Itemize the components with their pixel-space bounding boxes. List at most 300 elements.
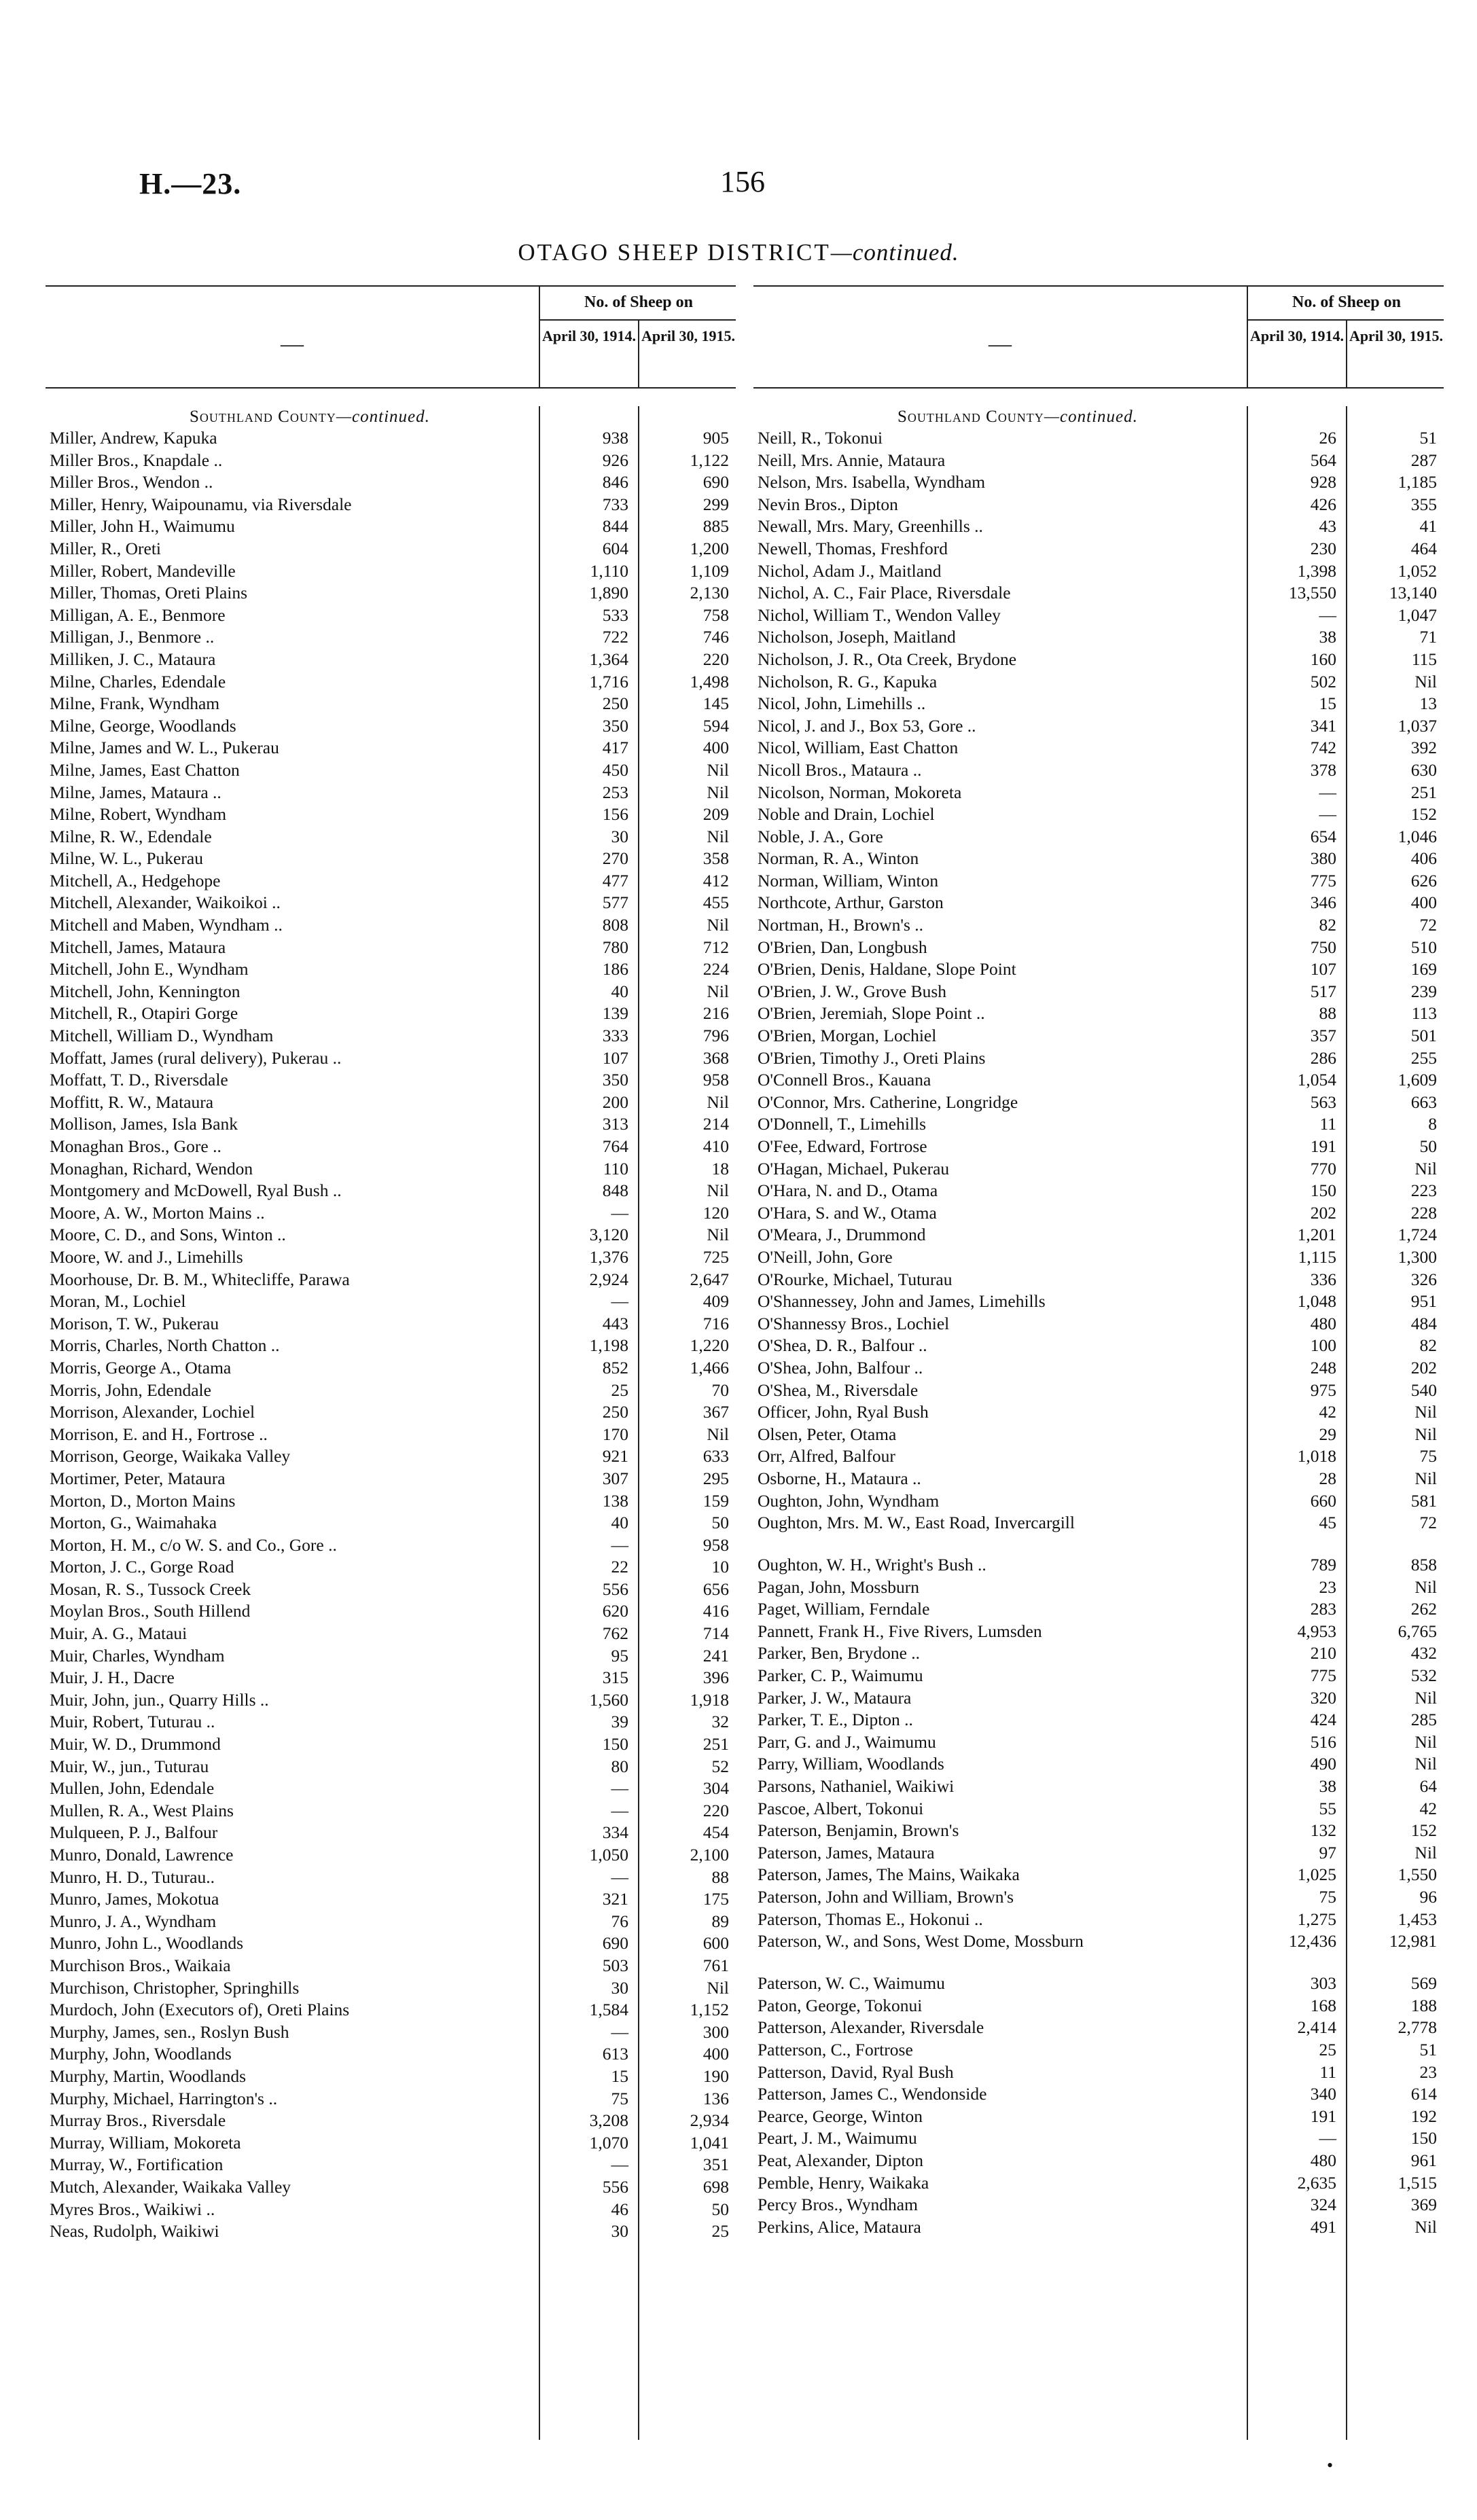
sheep-1915: 714 (702, 1623, 729, 1644)
sheep-1914: 1,716 (589, 671, 628, 691)
table-row (46, 2199, 736, 2221)
owner-name: Murphy, John, Woodlands (50, 2044, 232, 2064)
sheep-1915: Nil (707, 1424, 729, 1444)
owner-name: O'Connell Bros., Kauana (758, 1070, 931, 1090)
sheep-1915: 484 (1410, 1313, 1437, 1333)
table-row (753, 2083, 1444, 2106)
table-row (46, 1667, 736, 1689)
sheep-1915: 1,609 (1398, 1070, 1437, 1090)
table-row (753, 2216, 1444, 2239)
sheep-1914: 844 (602, 516, 628, 537)
sheep-1914: 15 (1319, 694, 1336, 714)
owner-name: Neas, Rudolph, Waikiwi (50, 2221, 219, 2242)
owner-name: Percy Bros., Wyndham (758, 2195, 918, 2215)
sheep-1915: 300 (702, 2021, 729, 2042)
sheep-1914: 334 (602, 1822, 628, 1843)
owner-name: Moore, C. D., and Sons, Winton .. (50, 1225, 286, 1245)
sheep-1914: 11 (1319, 2062, 1336, 2082)
owner-name: O'Hara, N. and D., Otama (758, 1181, 938, 1201)
right-rows (753, 406, 1444, 2238)
owner-name: Moore, W. and J., Limehills (50, 1246, 243, 1267)
table-row (46, 937, 736, 959)
sheep-1915: 239 (1410, 981, 1437, 1001)
sheep-1915: 220 (702, 1800, 729, 1820)
sheep-1914: — (611, 1291, 628, 1312)
owner-name: Paterson, James, Mataura (758, 1842, 935, 1862)
sheep-1915: Nil (707, 759, 729, 780)
sheep-1914: 517 (1310, 981, 1336, 1001)
sheep-1914: 107 (602, 1047, 628, 1068)
table-row (46, 1246, 736, 1269)
sheep-1915: 501 (1410, 1026, 1437, 1046)
owner-name: Oughton, John, Wyndham (758, 1490, 940, 1511)
sheep-1914: 750 (1310, 937, 1336, 957)
sheep-1914: 480 (1310, 1313, 1336, 1333)
table-row (753, 759, 1444, 782)
sheep-1915: 255 (1410, 1047, 1437, 1068)
owner-name: Morrison, George, Waikaka Valley (50, 1446, 291, 1466)
owner-name: Moran, M., Lochiel (50, 1291, 186, 1312)
sheep-1915: 72 (1419, 1513, 1437, 1533)
table-row (46, 1158, 736, 1181)
owner-name: Mosan, R. S., Tussock Creek (50, 1579, 251, 1599)
table-row (753, 2039, 1444, 2062)
sheep-1914: 852 (602, 1357, 628, 1378)
owner-name: Muir, John, jun., Quarry Hills .. (50, 1689, 269, 1710)
sheep-1914: 38 (1319, 627, 1336, 647)
sheep-1914: 40 (611, 981, 628, 1001)
page-title (0, 239, 1477, 266)
table-row (46, 1445, 736, 1468)
sheep-1915: 216 (702, 1003, 729, 1024)
owner-name: Milne, James and W. L., Pukerau (50, 738, 279, 758)
owner-name: Norman, William, Winton (758, 870, 939, 890)
sheep-1914: 424 (1310, 1710, 1336, 1730)
sheep-1914: 780 (602, 937, 628, 957)
table-row (753, 1335, 1444, 1357)
sheep-1914: 477 (602, 870, 628, 890)
sheep-1915: 1,041 (690, 2132, 729, 2153)
owner-name: Milne, Robert, Wyndham (50, 804, 227, 825)
owner-name: Morton, D., Morton Mains (50, 1490, 236, 1511)
sheep-1915: 326 (1410, 1269, 1437, 1289)
table-row (46, 450, 736, 472)
county-continued: —continued. (336, 408, 430, 426)
owner-name: O'Brien, J. W., Grove Bush (758, 981, 947, 1001)
owner-name: Mitchell, William D., Wyndham (50, 1026, 274, 1046)
sheep-1914: 1,110 (590, 560, 628, 581)
owner-name: Morison, T. W., Pukerau (50, 1313, 219, 1333)
sheep-1915: 1,453 (1398, 1909, 1437, 1929)
owner-name: Pemble, Henry, Waikaka (758, 2172, 929, 2193)
sheep-1915: 626 (1410, 870, 1437, 890)
table-row (46, 1136, 736, 1158)
sheep-1915: 1,185 (1398, 472, 1437, 492)
sheep-1915: 409 (702, 1291, 729, 1312)
sheep-1915: 958 (702, 1070, 729, 1090)
owner-name: Morris, John, Edendale (50, 1380, 211, 1400)
sheep-1915: 32 (711, 1712, 729, 1732)
sheep-1914: 138 (602, 1490, 628, 1511)
sheep-1915: 51 (1419, 2039, 1437, 2059)
sheep-1914: 320 (1310, 1687, 1336, 1708)
sheep-1914: 2,635 (1297, 2172, 1336, 2193)
owner-name: Moorhouse, Dr. B. M., Whitecliffe, Parawa (50, 1269, 350, 1289)
owner-name: Munro, H. D., Tuturau.. (50, 1867, 215, 1887)
sheep-1914: 200 (602, 1092, 628, 1112)
owner-name: Newell, Thomas, Freshford (758, 538, 948, 558)
table-row (753, 1512, 1444, 1554)
table-row (753, 1864, 1444, 1886)
sheep-1914: 808 (602, 915, 628, 935)
table-row (46, 1534, 736, 1557)
table-row (46, 2110, 736, 2132)
sheep-1914: 848 (602, 1181, 628, 1201)
sheep-1914: 150 (602, 1734, 628, 1754)
county-name: Southland County (897, 408, 1044, 426)
table-row (753, 1973, 1444, 1995)
table-row (46, 560, 736, 583)
owner-name: Parker, J. W., Mataura (758, 1687, 912, 1708)
table-row (753, 1709, 1444, 1731)
county-continued: —continued. (1044, 408, 1138, 426)
sheep-1915: 455 (702, 893, 729, 913)
sheep-1914: 307 (602, 1468, 628, 1488)
sheep-1915: 115 (1411, 649, 1437, 669)
county-name: Southland County (190, 408, 336, 426)
column-divider (1247, 287, 1248, 387)
sheep-1915: 725 (702, 1246, 729, 1267)
owner-name: Munro, James, Mokotua (50, 1889, 219, 1909)
sheep-1914: 1,070 (589, 2132, 628, 2153)
owner-name: Miller, R., Oreti (50, 538, 161, 558)
owner-name: Patterson, Alexander, Riversdale (758, 2017, 984, 2038)
sheep-1914: 1,584 (589, 2000, 628, 2020)
owner-name: O'Brien, Dan, Longbush (758, 937, 927, 957)
sheep-1915: 188 (1410, 1995, 1437, 2015)
table-row (753, 1886, 1444, 1909)
table-row (753, 2127, 1444, 2150)
owner-name: Muir, Charles, Wyndham (50, 1645, 225, 1666)
sheep-1914: 516 (1310, 1731, 1336, 1752)
stray-mark: • (1327, 2455, 1334, 2475)
sheep-1914: 286 (1310, 1047, 1336, 1068)
owner-name: Pagan, John, Mossburn (758, 1577, 920, 1597)
sheep-1915: 540 (1410, 1380, 1437, 1400)
owner-name: O'Meara, J., Drummond (758, 1225, 926, 1245)
sheep-1914: — (611, 2155, 628, 2175)
column-divider (638, 319, 639, 387)
sheep-1914: 770 (1310, 1158, 1336, 1178)
sheep-1914: 690 (602, 1933, 628, 1954)
sheep-1915: 885 (702, 516, 729, 537)
table-row (46, 1800, 736, 1822)
sheep-1915: 416 (702, 1601, 729, 1621)
sheep-1915: 464 (1410, 538, 1437, 558)
sheep-1914: 921 (602, 1446, 628, 1466)
table-row (753, 892, 1444, 914)
sheep-1915: 88 (711, 1867, 729, 1887)
sheep-1914: 30 (611, 1977, 628, 1998)
sheep-1915: 18 (711, 1158, 729, 1178)
sheep-1915: 1,052 (1398, 560, 1437, 581)
owner-name: Mollison, James, Isla Bank (50, 1114, 238, 1134)
sheep-1914: — (611, 1202, 628, 1223)
sheep-1914: 38 (1319, 1776, 1336, 1797)
sheep-1914: 132 (1310, 1820, 1336, 1841)
table-row (46, 1357, 736, 1380)
sheep-1915: 2,100 (690, 1845, 729, 1865)
owner-name: Miller, Thomas, Oreti Plains (50, 583, 248, 603)
owner-name: Montgomery and McDowell, Ryal Bush .. (50, 1181, 342, 1201)
owner-name: O'Connor, Mrs. Catherine, Longridge (758, 1092, 1018, 1112)
table-row (46, 471, 736, 494)
sheep-1914: 45 (1319, 1513, 1336, 1533)
owner-name: Mitchell, John E., Wyndham (50, 959, 249, 979)
sheep-1914: — (1319, 605, 1336, 625)
sheep-1915: 23 (1419, 2062, 1437, 2082)
sheep-1915: 96 (1419, 1887, 1437, 1907)
table-row (46, 2220, 736, 2243)
sheep-1915: 690 (702, 472, 729, 492)
table-row (46, 870, 736, 893)
sheep-1915: 1,515 (1398, 2172, 1437, 2193)
sheep-1915: 796 (702, 1026, 729, 1046)
sheep-1915: 202 (1410, 1357, 1437, 1378)
sheep-1914: 926 (602, 450, 628, 470)
owner-name: Nicholson, Joseph, Maitland (758, 627, 956, 647)
county-heading (753, 406, 1444, 427)
sheep-1915: 1,724 (1398, 1225, 1437, 1245)
sheep-1915: 285 (1410, 1710, 1437, 1730)
sheep-1914: 97 (1319, 1842, 1336, 1862)
owner-name: O'Shea, D. R., Balfour .. (758, 1335, 927, 1356)
table-row (753, 826, 1444, 848)
sheep-1915: Nil (707, 782, 729, 802)
table-row (753, 649, 1444, 671)
sheep-1914: 28 (1319, 1468, 1336, 1488)
sheep-1914: 333 (602, 1026, 628, 1046)
table-row (46, 1180, 736, 1202)
owner-name: Paget, William, Ferndale (758, 1599, 930, 1619)
owner-name: Milligan, J., Benmore .. (50, 627, 215, 647)
table-row (46, 2066, 736, 2088)
owner-name: Miller, Henry, Waipounamu, via Riversdale (50, 494, 352, 514)
sheep-1915: 594 (702, 715, 729, 736)
sheep-1915: 569 (1410, 1973, 1437, 1994)
sheep-1914: 577 (602, 893, 628, 913)
table-row (46, 1069, 736, 1092)
sheep-1915: 52 (711, 1756, 729, 1776)
table-row (46, 2154, 736, 2176)
owner-name: Neill, Mrs. Annie, Mataura (758, 450, 946, 470)
sheep-1915: 406 (1410, 848, 1437, 869)
sheep-1915: 113 (1411, 1003, 1437, 1024)
table-row (753, 1798, 1444, 1820)
sheep-1915: 251 (702, 1734, 729, 1754)
sheep-1915: 262 (1410, 1599, 1437, 1619)
sheep-1915: 396 (702, 1668, 729, 1688)
table-row (46, 1003, 736, 1025)
sheep-1914: 654 (1310, 826, 1336, 846)
table-row (46, 1556, 736, 1579)
sheep-1914: 613 (602, 2044, 628, 2064)
owner-name: O'Brien, Jeremiah, Slope Point .. (758, 1003, 985, 1024)
owner-name: Paterson, Thomas E., Hokonui .. (758, 1909, 983, 1929)
sheep-1914: 556 (602, 2176, 628, 2197)
sheep-1915: Nil (1414, 1687, 1437, 1708)
owner-name: Mitchell and Maben, Wyndham .. (50, 915, 283, 935)
sheep-1915: 392 (1410, 738, 1437, 758)
sheep-1914: 722 (602, 627, 628, 647)
sheep-1914: 1,115 (1298, 1246, 1336, 1267)
sheep-1915: 663 (1410, 1092, 1437, 1112)
table-row (46, 1490, 736, 1513)
owner-name: Mitchell, A., Hedgehope (50, 870, 221, 890)
sheep-1915: 1,300 (1398, 1246, 1437, 1267)
sheep-1914: 156 (602, 804, 628, 825)
sheep-1915: Nil (1414, 1158, 1437, 1178)
sheep-1914: 42 (1319, 1402, 1336, 1422)
owner-name: Paterson, John and William, Brown's (758, 1887, 1014, 1907)
sheep-1914: 11 (1319, 1114, 1336, 1134)
year-1915-header: April 30, 1915. (1349, 327, 1444, 344)
table-row (46, 1778, 736, 1800)
sheep-1914: 30 (611, 2221, 628, 2242)
year-1914-header: April 30, 1914. (541, 327, 637, 344)
sheep-1914: 303 (1310, 1973, 1336, 1994)
table-row (46, 1689, 736, 1712)
sheep-1915: Nil (1414, 1754, 1437, 1774)
table-row (753, 1776, 1444, 1798)
sheep-1914: 503 (602, 1955, 628, 1975)
owner-name: Parr, G. and J., Waimumu (758, 1731, 936, 1752)
owner-name: Parker, C. P., Waimumu (758, 1666, 923, 1686)
owner-name: Mitchell, R., Otapiri Gorge (50, 1003, 238, 1024)
sheep-1915: 1,220 (690, 1335, 729, 1356)
table-row (46, 1999, 736, 2021)
sheep-1914: 1,398 (1297, 560, 1336, 581)
report-reference: H.—23. (139, 167, 242, 200)
sheep-1915: Nil (1414, 2216, 1437, 2237)
owner-name: Orr, Alfred, Balfour (758, 1446, 895, 1466)
table-row (753, 2150, 1444, 2172)
sheep-1914: — (611, 1867, 628, 1887)
owner-name: Myres Bros., Waikiwi .. (50, 2199, 215, 2219)
sheep-1914: 283 (1310, 1599, 1336, 1619)
owner-name: O'Hara, S. and W., Otama (758, 1202, 937, 1223)
sheep-1914: 1,054 (1297, 1070, 1336, 1090)
sheep-1915: Nil (1414, 1577, 1437, 1597)
sheep-1915: Nil (707, 1977, 729, 1998)
table-row (753, 937, 1444, 959)
sheep-1915: 41 (1419, 516, 1437, 537)
sheep-1914: 733 (602, 494, 628, 514)
table-row (753, 1842, 1444, 1865)
sheep-1915: 8 (1428, 1114, 1437, 1134)
sheep-1914: 40 (611, 1513, 628, 1533)
owner-name: O'Brien, Morgan, Lochiel (758, 1026, 937, 1046)
sheep-1914: 3,208 (589, 2110, 628, 2131)
sheep-1915: 13,140 (1389, 583, 1437, 603)
owner-name: Mitchell, James, Mataura (50, 937, 226, 957)
table-row (753, 671, 1444, 694)
sheep-1915: 42 (1419, 1798, 1437, 1818)
table-row (753, 560, 1444, 583)
sheep-1914: 55 (1319, 1798, 1336, 1818)
sheep-1915: Nil (1414, 671, 1437, 691)
sheep-1914: 789 (1310, 1555, 1336, 1575)
sheep-1915: 355 (1410, 494, 1437, 514)
table-row (753, 848, 1444, 870)
owner-name: Muir, A. G., Mataui (50, 1623, 188, 1644)
table-row (46, 892, 736, 914)
table-row (753, 450, 1444, 472)
owner-name: Morton, J. C., Gorge Road (50, 1557, 234, 1577)
sheep-1914: 1,018 (1297, 1446, 1336, 1466)
sheep-1914: 2,414 (1297, 2017, 1336, 2038)
owner-name: Monaghan, Richard, Wendon (50, 1158, 253, 1178)
sheep-1915: 412 (702, 870, 729, 890)
header-bottom-rule (46, 387, 736, 389)
table-row (753, 737, 1444, 759)
sheep-1914: 350 (602, 715, 628, 736)
owner-name: O'Shea, John, Balfour .. (758, 1357, 923, 1378)
owner-name: Noble, J. A., Gore (758, 826, 883, 846)
table-row (753, 626, 1444, 649)
table-row (46, 626, 736, 649)
owner-name: Milne, W. L., Pukerau (50, 848, 203, 869)
sheep-1915: 175 (702, 1889, 729, 1909)
owner-name: Newall, Mrs. Mary, Greenhills .. (758, 516, 983, 537)
table-row (753, 1665, 1444, 1687)
owner-name: Parker, Ben, Brydone .. (758, 1643, 921, 1663)
sheep-1914: 76 (611, 1911, 628, 1931)
sheep-1915: 82 (1419, 1335, 1437, 1356)
sheep-1914: 1,198 (589, 1335, 628, 1356)
table-row (46, 1645, 736, 1668)
owner-name: Olsen, Peter, Otama (758, 1424, 897, 1444)
owner-name: Patterson, James C., Wendonside (758, 2084, 987, 2104)
table-row (46, 1380, 736, 1402)
sheep-1915: 25 (711, 2221, 729, 2242)
table-row (753, 870, 1444, 893)
owner-name: Muir, J. H., Dacre (50, 1668, 175, 1688)
sheep-1915: 600 (702, 1933, 729, 1954)
sheep-1914: 604 (602, 538, 628, 558)
table-row (753, 516, 1444, 538)
sheep-1914: 443 (602, 1313, 628, 1333)
owner-name: Munro, Donald, Lawrence (50, 1845, 234, 1865)
owner-name: Morrison, E. and H., Fortrose .. (50, 1424, 268, 1444)
sheep-1914: 15 (611, 2066, 628, 2086)
sheep-1915: 2,778 (1398, 2017, 1437, 2038)
sheep-1915: 581 (1410, 1490, 1437, 1511)
table-row (753, 958, 1444, 981)
table-row (753, 1069, 1444, 1092)
owner-name: Mitchell, John, Kennington (50, 981, 241, 1001)
sheep-1914: 3,120 (589, 1225, 628, 1245)
table-row (46, 1224, 736, 1246)
table-row (753, 1158, 1444, 1181)
owner-name: Murray Bros., Riversdale (50, 2110, 226, 2131)
sheep-1914: 75 (611, 2088, 628, 2108)
sheep-1914: 417 (602, 738, 628, 758)
owner-name: Mullen, R. A., West Plains (50, 1800, 234, 1820)
sheep-1914: 533 (602, 605, 628, 625)
table-row (753, 1621, 1444, 1643)
sheep-count-header: No. of Sheep on (584, 293, 694, 311)
